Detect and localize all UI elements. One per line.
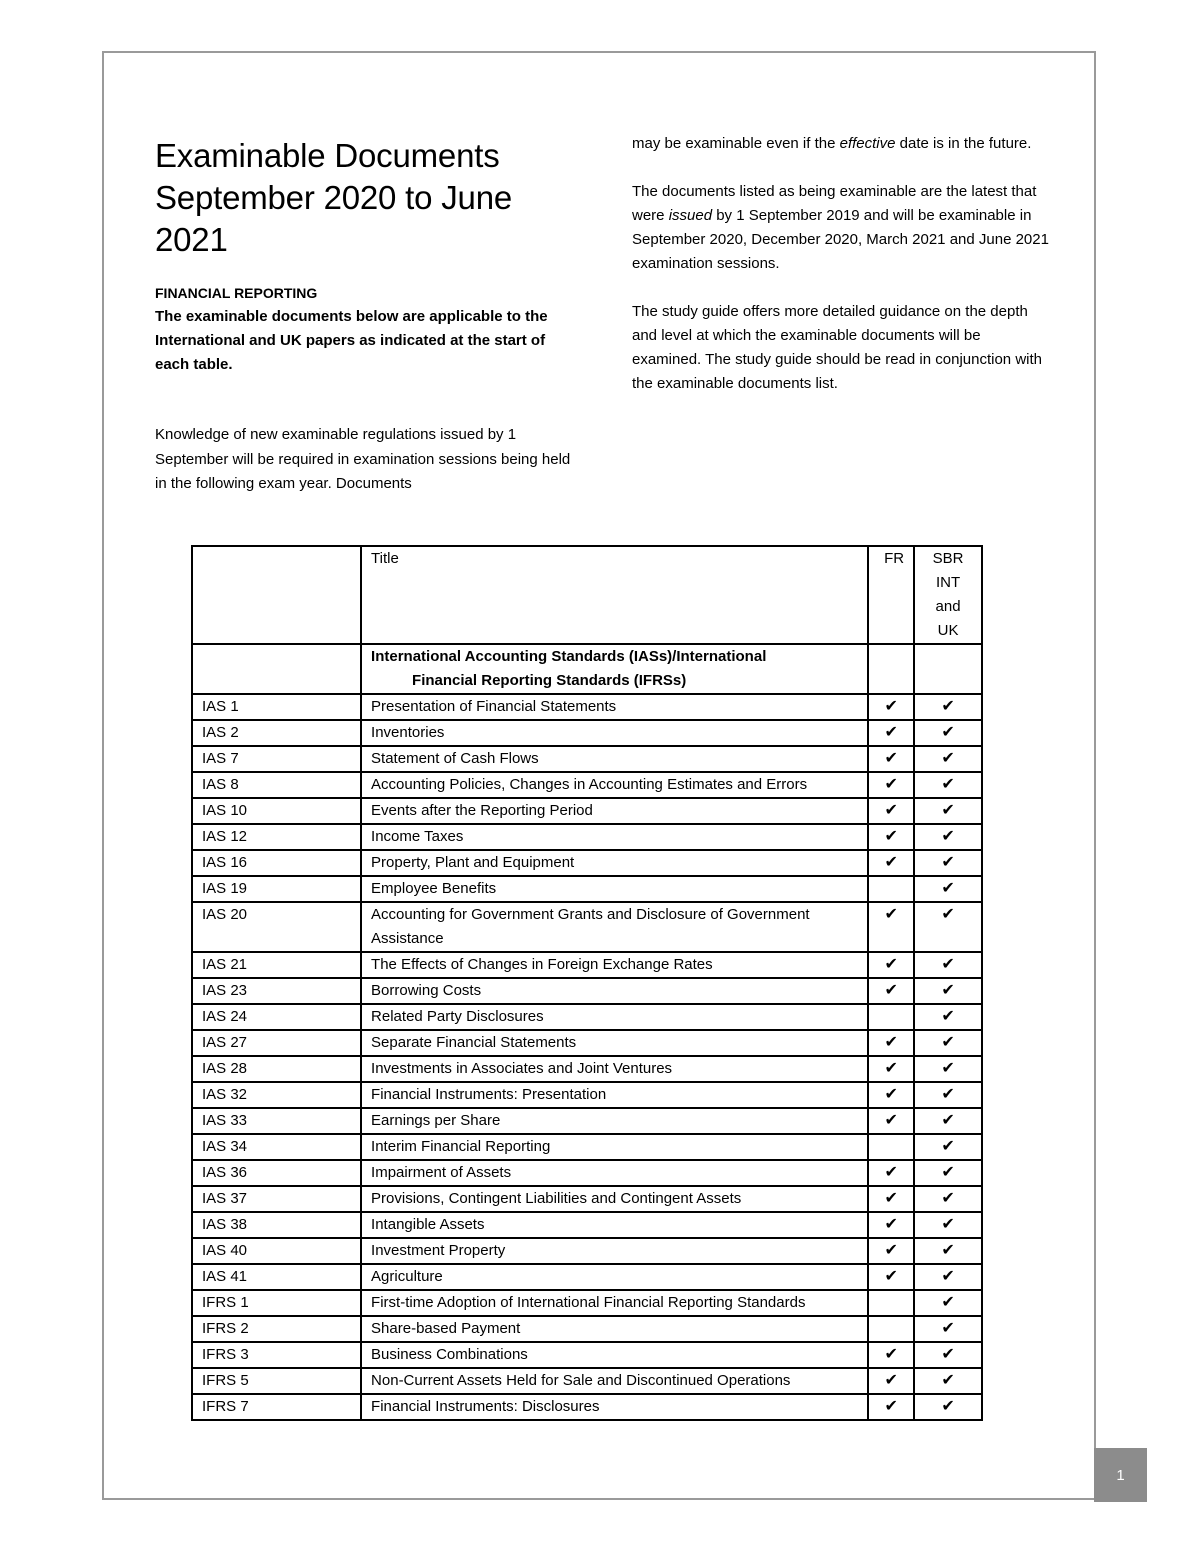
row-title: Separate Financial Statements: [361, 1030, 868, 1056]
row-code: IFRS 7: [192, 1394, 361, 1420]
check-icon: ✔: [941, 1190, 955, 1207]
title-line-3: 2021: [155, 221, 228, 258]
paragraph-study-guide: The study guide offers more detailed guidance on the depth and level at which the examinable documents will be examined. The study guide should be read in conjunction with the examinable documents list.: [632, 303, 1042, 392]
row-sbr: [914, 1134, 982, 1160]
page-number: 1: [1094, 1448, 1147, 1502]
row-sbr: [914, 902, 982, 952]
row-code: IAS 24: [192, 1004, 361, 1030]
check-icon: ✔: [884, 956, 898, 973]
check-icon: ✔: [941, 828, 955, 845]
table-row: [192, 1108, 982, 1134]
table-row: [192, 902, 982, 952]
row-code: IFRS 2: [192, 1316, 361, 1342]
row-sbr: [914, 1368, 982, 1394]
check-icon: ✔: [884, 1398, 898, 1415]
check-icon: ✔: [884, 854, 898, 871]
row-code: IFRS 3: [192, 1342, 361, 1368]
row-sbr: [914, 720, 982, 746]
check-icon: ✔: [884, 1268, 898, 1285]
row-title: Presentation of Financial Statements: [361, 694, 868, 720]
row-fr: [868, 1264, 914, 1290]
row-code: IFRS 1: [192, 1290, 361, 1316]
check-icon: ✔: [884, 828, 898, 845]
row-fr: [868, 1238, 914, 1264]
row-sbr: [914, 694, 982, 720]
row-fr: [868, 1030, 914, 1056]
check-icon: ✔: [941, 880, 955, 897]
row-code: IAS 8: [192, 772, 361, 798]
table-row: [192, 1134, 982, 1160]
row-code: IAS 23: [192, 978, 361, 1004]
row-title: Events after the Reporting Period: [361, 798, 868, 824]
row-title: Income Taxes: [361, 824, 868, 850]
row-title: Share-based Payment: [361, 1316, 868, 1342]
check-icon: ✔: [884, 802, 898, 819]
row-sbr: [914, 1004, 982, 1030]
row-fr: [868, 1082, 914, 1108]
table-row: [192, 1186, 982, 1212]
check-icon: ✔: [941, 1138, 955, 1155]
table-row: [192, 746, 982, 772]
check-icon: ✔: [941, 906, 955, 923]
row-title: Intangible Assets: [361, 1212, 868, 1238]
row-title: Provisions, Contingent Liabilities and Contingent Assets: [361, 1186, 868, 1212]
check-icon: ✔: [884, 724, 898, 741]
table-row: [192, 1082, 982, 1108]
row-title: Investment Property: [361, 1238, 868, 1264]
check-icon: ✔: [884, 906, 898, 923]
row-code: IAS 36: [192, 1160, 361, 1186]
row-code: IFRS 5: [192, 1368, 361, 1394]
table-row: [192, 1004, 982, 1030]
row-title: Accounting for Government Grants and Disclosure of Government Assistance: [361, 902, 868, 952]
row-fr: [868, 694, 914, 720]
check-icon: ✔: [941, 1008, 955, 1025]
row-sbr: [914, 824, 982, 850]
row-code: IAS 10: [192, 798, 361, 824]
check-icon: ✔: [884, 750, 898, 767]
table-row: [192, 1056, 982, 1082]
check-icon: ✔: [941, 854, 955, 871]
check-icon: ✔: [884, 776, 898, 793]
row-sbr: [914, 1316, 982, 1342]
row-fr: [868, 1160, 914, 1186]
row-title: Investments in Associates and Joint Ventures: [361, 1056, 868, 1082]
row-sbr: [914, 746, 982, 772]
title-line-2: September 2020 to June: [155, 179, 513, 216]
header-code: [192, 546, 361, 644]
row-title: First-time Adoption of International Financial Reporting Standards: [361, 1290, 868, 1316]
check-icon: ✔: [941, 956, 955, 973]
check-icon: ✔: [941, 1242, 955, 1259]
row-code: IAS 37: [192, 1186, 361, 1212]
check-icon: ✔: [941, 1268, 955, 1285]
check-icon: ✔: [941, 750, 955, 767]
row-fr: [868, 1316, 914, 1342]
row-fr: [868, 1056, 914, 1082]
row-sbr: [914, 1030, 982, 1056]
check-icon: ✔: [941, 1320, 955, 1337]
check-icon: ✔: [884, 1034, 898, 1051]
right-column: [632, 132, 1052, 396]
row-code: IAS 32: [192, 1082, 361, 1108]
row-fr: [868, 824, 914, 850]
check-icon: ✔: [941, 1372, 955, 1389]
row-sbr: [914, 978, 982, 1004]
check-icon: ✔: [941, 1398, 955, 1415]
table-section-row: [192, 644, 982, 694]
row-sbr: [914, 1160, 982, 1186]
row-sbr: [914, 1394, 982, 1420]
row-fr: [868, 952, 914, 978]
header-title: Title: [361, 546, 868, 644]
row-code: IAS 1: [192, 694, 361, 720]
check-icon: ✔: [941, 1164, 955, 1181]
row-code: IAS 34: [192, 1134, 361, 1160]
table-row: [192, 850, 982, 876]
row-code: IAS 19: [192, 876, 361, 902]
check-icon: ✔: [941, 1086, 955, 1103]
row-fr: [868, 1342, 914, 1368]
check-icon: ✔: [941, 982, 955, 999]
row-code: IAS 2: [192, 720, 361, 746]
row-code: IAS 28: [192, 1056, 361, 1082]
check-icon: ✔: [884, 1060, 898, 1077]
row-code: IAS 16: [192, 850, 361, 876]
table-row: [192, 1238, 982, 1264]
row-code: IAS 41: [192, 1264, 361, 1290]
row-sbr: [914, 1186, 982, 1212]
row-title: Accounting Policies, Changes in Accounting Estimates and Errors: [361, 772, 868, 798]
row-sbr: [914, 1238, 982, 1264]
row-code: IAS 38: [192, 1212, 361, 1238]
row-code: IAS 12: [192, 824, 361, 850]
row-title: Business Combinations: [361, 1342, 868, 1368]
row-sbr: [914, 952, 982, 978]
section-heading: FINANCIAL REPORTING: [155, 285, 318, 301]
row-title: Employee Benefits: [361, 876, 868, 902]
table-row: [192, 1160, 982, 1186]
table-row: [192, 978, 982, 1004]
row-fr: [868, 1212, 914, 1238]
row-fr: [868, 1108, 914, 1134]
table-row: [192, 952, 982, 978]
section-description: The examinable documents below are applicable to the International and UK papers as indicated at the start of each table.: [155, 308, 548, 373]
table-row: [192, 824, 982, 850]
row-fr: [868, 1134, 914, 1160]
check-icon: ✔: [941, 776, 955, 793]
check-icon: ✔: [941, 1216, 955, 1233]
row-title: Interim Financial Reporting: [361, 1134, 868, 1160]
row-title: Financial Instruments: Disclosures: [361, 1394, 868, 1420]
check-icon: ✔: [941, 698, 955, 715]
row-title: Non-Current Assets Held for Sale and Discontinued Operations: [361, 1368, 868, 1394]
row-sbr: [914, 772, 982, 798]
check-icon: ✔: [941, 1112, 955, 1129]
check-icon: ✔: [884, 1112, 898, 1129]
check-icon: ✔: [884, 698, 898, 715]
row-fr: [868, 978, 914, 1004]
check-icon: ✔: [941, 724, 955, 741]
header-sbr: SBR INT and UK: [914, 546, 982, 644]
table-row: [192, 876, 982, 902]
row-title: Borrowing Costs: [361, 978, 868, 1004]
table-row: [192, 1368, 982, 1394]
row-fr: [868, 902, 914, 952]
row-fr: [868, 746, 914, 772]
row-code: IAS 33: [192, 1108, 361, 1134]
table-row: [192, 1316, 982, 1342]
check-icon: ✔: [884, 1164, 898, 1181]
check-icon: ✔: [884, 1372, 898, 1389]
table-row: [192, 1290, 982, 1316]
row-title: Impairment of Assets: [361, 1160, 868, 1186]
check-icon: ✔: [884, 1190, 898, 1207]
table-row: [192, 1030, 982, 1056]
check-icon: ✔: [941, 802, 955, 819]
row-fr: [868, 1004, 914, 1030]
row-fr: [868, 1186, 914, 1212]
check-icon: ✔: [884, 1216, 898, 1233]
row-code: IAS 21: [192, 952, 361, 978]
row-sbr: [914, 1212, 982, 1238]
row-sbr: [914, 1108, 982, 1134]
check-icon: ✔: [884, 1242, 898, 1259]
row-title: Inventories: [361, 720, 868, 746]
table-row: [192, 694, 982, 720]
row-code: IAS 40: [192, 1238, 361, 1264]
row-code: IAS 20: [192, 902, 361, 952]
row-fr: [868, 720, 914, 746]
row-sbr: [914, 1264, 982, 1290]
row-fr: [868, 798, 914, 824]
paragraph-effective-date: may be examinable even if the effective date is in the future.: [632, 135, 1032, 152]
title-line-1: Examinable Documents: [155, 137, 500, 174]
row-sbr: [914, 876, 982, 902]
check-icon: ✔: [941, 1294, 955, 1311]
row-sbr: [914, 1290, 982, 1316]
table-row: [192, 1342, 982, 1368]
table-header-row: [192, 546, 982, 644]
row-fr: [868, 772, 914, 798]
section-title: International Accounting Standards (IASs)/International Financial Reporting Standards (IFRSs): [361, 644, 868, 694]
examinable-documents-table: [191, 545, 983, 1421]
row-title: Property, Plant and Equipment: [361, 850, 868, 876]
row-title: Statement of Cash Flows: [361, 746, 868, 772]
row-title: Earnings per Share: [361, 1108, 868, 1134]
row-title: Agriculture: [361, 1264, 868, 1290]
row-sbr: [914, 1342, 982, 1368]
row-sbr: [914, 1082, 982, 1108]
table-row: [192, 1264, 982, 1290]
check-icon: ✔: [941, 1034, 955, 1051]
left-column: [155, 135, 575, 497]
row-title: Financial Instruments: Presentation: [361, 1082, 868, 1108]
row-fr: [868, 850, 914, 876]
table-row: [192, 772, 982, 798]
row-code: IAS 27: [192, 1030, 361, 1056]
row-fr: [868, 876, 914, 902]
row-sbr: [914, 798, 982, 824]
row-fr: [868, 1290, 914, 1316]
check-icon: ✔: [884, 1086, 898, 1103]
row-fr: [868, 1368, 914, 1394]
table-row: [192, 720, 982, 746]
table-row: [192, 1394, 982, 1420]
row-sbr: [914, 1056, 982, 1082]
knowledge-paragraph: Knowledge of new examinable regulations issued by 1 September will be required in examination sessions being held in the following exam year. Documents: [155, 426, 571, 492]
row-fr: [868, 1394, 914, 1420]
check-icon: ✔: [941, 1346, 955, 1363]
page-title: [155, 135, 575, 261]
row-code: IAS 7: [192, 746, 361, 772]
row-sbr: [914, 850, 982, 876]
check-icon: ✔: [884, 1346, 898, 1363]
header-fr: FR: [868, 546, 914, 644]
table-row: [192, 798, 982, 824]
paragraph-issued-date: The documents listed as being examinable are the latest that were issued by 1 September 2019 and will be examinable in September 2020, December 2020, March 2021 and June 2021 examination sessions.: [632, 183, 1049, 272]
row-title: Related Party Disclosures: [361, 1004, 868, 1030]
check-icon: ✔: [884, 982, 898, 999]
check-icon: ✔: [941, 1060, 955, 1077]
row-title: The Effects of Changes in Foreign Exchange Rates: [361, 952, 868, 978]
table-row: [192, 1212, 982, 1238]
